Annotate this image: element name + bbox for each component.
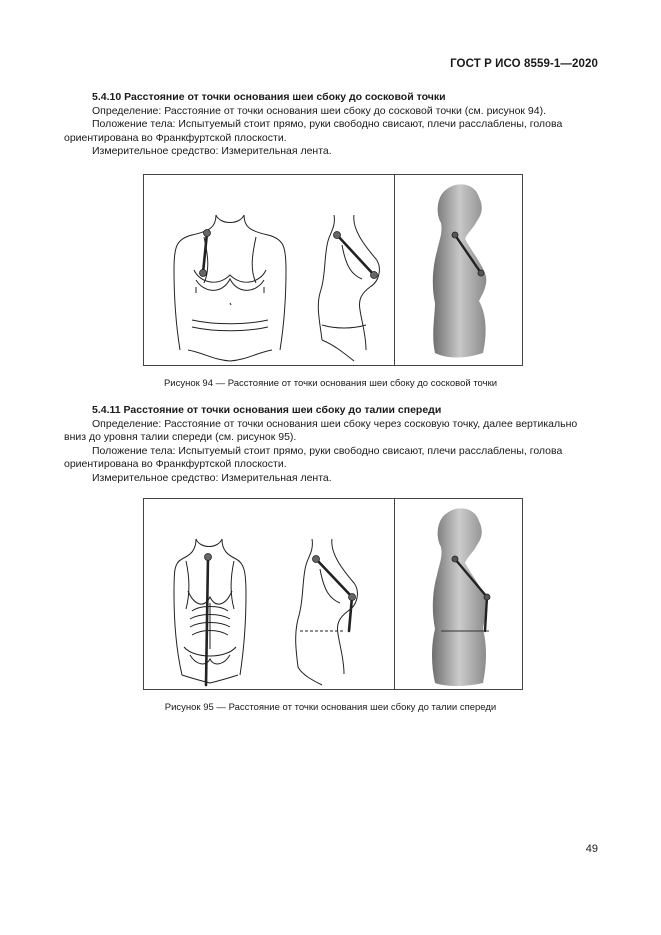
tool-text: Измерительное средство: Измерительная лента. [92,145,332,158]
section-5-4-10 [64,91,599,159]
tool-text: Измерительное средство: Измерительная лента. [92,471,332,484]
figure-95-caption: Рисунок 95 — Расстояние от точки основания шеи сбоку до талии спереди [164,702,497,713]
definition-text: Определение: Расстояние от точки основания шеи сбоку до сосковой точки (см. рисунок 94). [92,104,547,117]
figure-95-line-drawing [144,499,394,689]
position-text-line2: ориентирована во Франкфуртской плоскости. [64,458,287,471]
figure-94-3d-scan [395,175,522,365]
figure-95-3d-scan [395,499,522,689]
figure-94 [143,174,523,366]
figure-94-line-drawing [144,175,394,365]
figure-95 [143,498,523,690]
position-text-line2: ориентирована во Франкфуртской плоскости. [64,131,287,144]
figure-94-caption: Рисунок 94 — Расстояние от точки основания шеи сбоку до сосковой точки [163,378,498,389]
definition-text-line1: Определение: Расстояние от точки основания шеи сбоку через сосковую точку, далее вертикально [92,417,578,430]
section-heading: 5.4.10 Расстояние от точки основания шеи сбоку до сосковой точки [92,91,446,103]
position-text-line1: Положение тела: Испытуемый стоит прямо, руки свободно свисают, плечи расслаблены, голова [92,118,563,131]
document-header: ГОСТ Р ИСО 8559-1—2020 [450,58,598,70]
section-heading: 5.4.11 Расстояние от точки основания шеи сбоку до талии спереди [92,404,442,416]
definition-text-line2: вниз до уровня талии спереди (см. рисунок 95). [64,431,297,444]
section-5-4-11 [64,404,599,486]
page-number: 49 [585,843,598,855]
position-text-line1: Положение тела: Испытуемый стоит прямо, руки свободно свисают, плечи расслаблены, голова [92,444,563,457]
